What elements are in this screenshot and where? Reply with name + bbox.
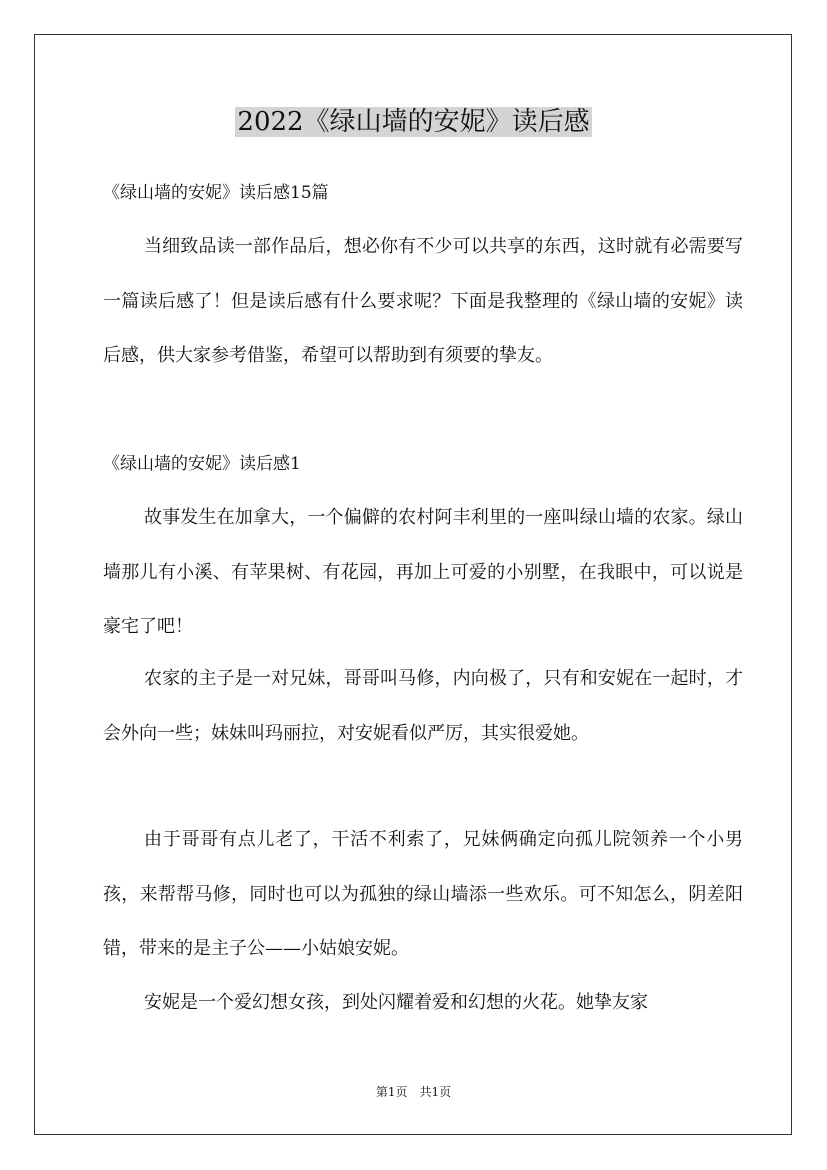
body-paragraph-4: 安妮是一个爱幻想女孩，到处闪耀着爱和幻想的火花。她挚友家	[144, 992, 648, 1013]
heading-essay-1: 《绿山墙的安妮》读后感1	[103, 454, 301, 474]
heading-collection: 《绿山墙的安妮》读后感15篇	[103, 183, 329, 203]
document-title	[0, 104, 827, 140]
page-footer: 第1页 共1页	[375, 1085, 452, 1099]
body-paragraph-1: 故事发生在加拿大，一个偏僻的农村阿丰利里的一座叫绿山墙的农家。绿山墙那儿有小溪、有苹果树、有花园，再加上可爱的小别墅，在我眼中，可以说是豪宅了吧！	[103, 507, 743, 637]
intro-paragraph: 当细致品读一部作品后，想必你有不少可以共享的东西，这时就有必需要写一篇读后感了！但是读后感有什么要求呢？下面是我整理的《绿山墙的安妮》读后感，供大家参考借鉴，希望可以帮助到有须要的挚友。	[103, 236, 743, 366]
body-paragraph-3: 由于哥哥有点儿老了，干活不利索了，兄妹俩确定向孤儿院领养一个小男孩，来帮帮马修，同时也可以为孤独的绿山墙添一些欢乐。可不知怎么，阴差阳错，带来的是主子公——小姑娘安妮。	[103, 829, 743, 959]
body-paragraph-2: 农家的主子是一对兄妹，哥哥叫马修，内向极了，只有和安妮在一起时，才会外向一些；妹妹叫玛丽拉，对安妮看似严厉，其实很爱她。	[103, 668, 743, 744]
document-title-text: 2022《绿山墙的安妮》读后感	[237, 107, 590, 137]
